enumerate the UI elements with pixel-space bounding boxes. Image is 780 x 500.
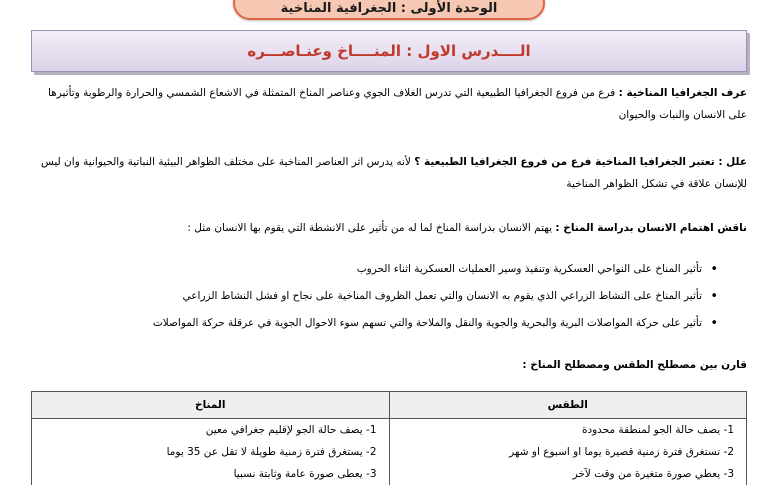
table-row	[32, 419, 747, 442]
reason-text: لأنه يدرس اثر العناصر المناخية على مختلف الظواهر البيئية النباتية والحيوانية وان ليس للإنسان علاقة في تشكل الظواهر المناخية	[40, 156, 747, 190]
cell-weather: 3- يعطي صورة متغيرة من وقت لآخر	[389, 463, 747, 485]
list-item: • تأثير المناخ على النشاط الزراعي الذي يقوم به الانسان والتي تعمل الظروف المناخية على نجاح او فشل النشاط الزراعي	[28, 283, 718, 310]
discuss-text: يهتم الانسان بدراسة المناخ لما له من تأثير على الانشطة التي يقوم بها الانسان مثل :	[187, 222, 553, 234]
lesson-title-box	[31, 30, 747, 72]
reason-label: علل : تعتبر الجغرافيا المناخية فرع من فروع الجغرافيا الطبيعية ؟	[414, 156, 747, 168]
unit-banner: الوحدة الأولى : الجغرافية المناخية	[233, 0, 545, 20]
list-item: • تأثير على حركة المواصلات البرية والبحرية والجوية والنقل والملاحة والتي تسهم سوء الاحوال الجوية في عرقلة حركة المواصلات	[28, 310, 718, 337]
definition-paragraph	[27, 82, 747, 126]
definition-label: عرف الجغرافيا المناخية :	[618, 87, 747, 99]
table-header-row	[32, 392, 747, 419]
header-climate: المناخ	[32, 392, 390, 419]
comparison-table	[31, 391, 747, 485]
compare-heading	[27, 354, 747, 376]
impact-list	[28, 256, 718, 337]
discuss-paragraph	[27, 217, 747, 239]
compare-heading-text: قارن بين مصطلح الطقس ومصطلح المناخ :	[522, 359, 747, 371]
header-weather: الطقس	[389, 392, 747, 419]
discuss-label: ناقش اهتمام الانسان بدراسة المناخ :	[555, 222, 747, 234]
table-row	[32, 441, 747, 463]
cell-weather: 2- تستغرق فترة زمنية قصيرة يوما او اسبوع او شهر	[389, 441, 747, 463]
cell-weather: 1- يصف حالة الجو لمنطقة محدودة	[389, 419, 747, 442]
cell-climate: 1- يصف حالة الجو لإقليم جغرافي معين	[32, 419, 390, 442]
reason-paragraph	[27, 151, 747, 195]
lesson-title: الــــدرس الاول : المنــــاخ وعنـاصـــره	[247, 42, 531, 60]
table-row	[32, 463, 747, 485]
list-item: • تأثير المناخ على النواحي العسكرية وتنفيذ وسير العمليات العسكرية اثناء الحروب	[28, 256, 718, 283]
cell-climate: 2- يستغرق فترة زمنية طويلة لا تقل عن 35 يوما	[32, 441, 390, 463]
definition-text: فرع من فروع الجغرافيا الطبيعية التي تدرس الغلاف الجوي وعناصر المناخ المتمثلة في الاشعاع الشمسي والحرارة والرطوبة وتأثيرها على الانسان والنبات والحيوان	[47, 87, 747, 121]
cell-climate: 3- يعطى صورة عامة وثابتة نسبيا	[32, 463, 390, 485]
